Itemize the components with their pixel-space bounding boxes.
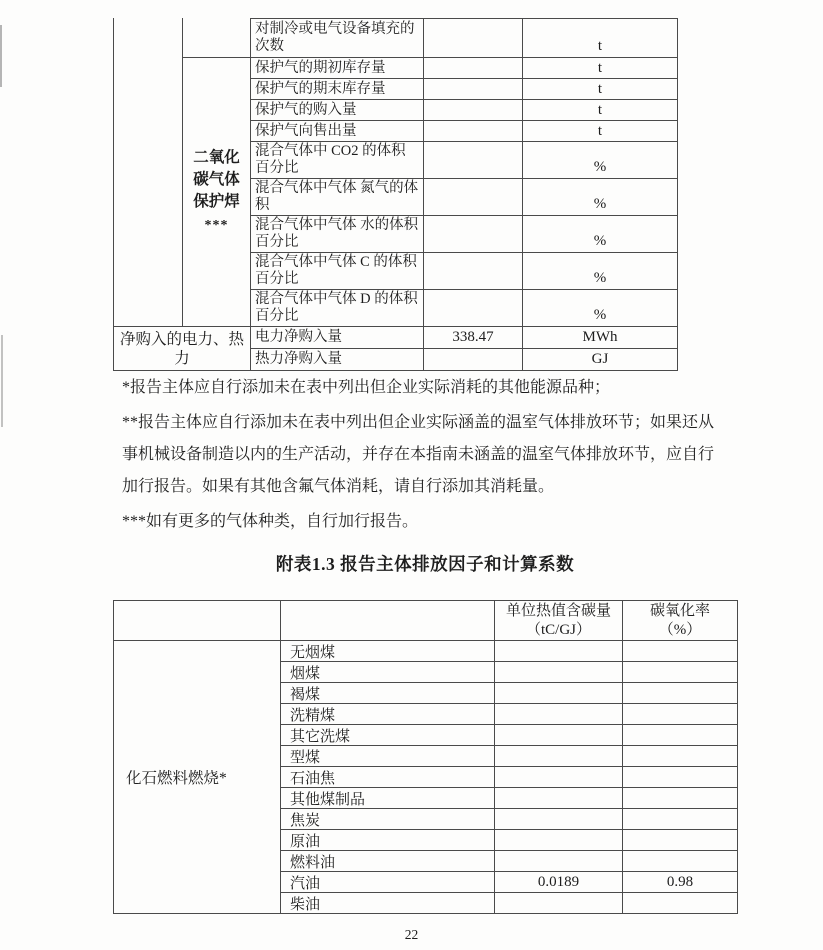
t1-row-unit: % bbox=[523, 290, 678, 327]
emission-factors-table bbox=[113, 600, 738, 914]
t1-row-label: 保护气的期末库存量 bbox=[251, 79, 424, 100]
t1-row-unit: t bbox=[523, 100, 678, 121]
activity-data-table bbox=[113, 18, 678, 371]
t2-carbon-cell bbox=[495, 830, 623, 851]
t2-oxidation-cell bbox=[623, 725, 738, 746]
t2-header-carbon-content bbox=[495, 601, 623, 641]
t1-row-label: 混合气体中气体 氮气的体积 bbox=[251, 179, 424, 216]
t1-row-value bbox=[424, 121, 523, 142]
t1-row-unit: t bbox=[523, 121, 678, 142]
t2-oxidation-cell bbox=[623, 683, 738, 704]
t2-oxidation-cell: 0.98 bbox=[623, 872, 738, 893]
t2-fuel-cell: 褐煤 bbox=[281, 683, 495, 704]
t2-oxidation-cell bbox=[623, 662, 738, 683]
t2-fuel-cell: 焦炭 bbox=[281, 809, 495, 830]
t2-header-oxidation-rate bbox=[623, 601, 738, 641]
t2-fuel-cell: 烟煤 bbox=[281, 662, 495, 683]
t1-empty-left-column-cell bbox=[114, 18, 183, 327]
t2-carbon-cell: 0.0189 bbox=[495, 872, 623, 893]
t2-oxidation-cell bbox=[623, 767, 738, 788]
t1-group-net-purchased-power-heat: 净购入的电力、热力 bbox=[114, 327, 251, 371]
t2-fuel-cell: 洗精煤 bbox=[281, 704, 495, 725]
t1-row-label: 保护气的期初库存量 bbox=[251, 58, 424, 79]
t2-carbon-cell bbox=[495, 893, 623, 914]
t1-row-label: 对制冷或电气设备填充的次数 bbox=[251, 18, 424, 58]
page-number: 22 bbox=[404, 927, 419, 942]
t2-carbon-cell bbox=[495, 746, 623, 767]
t2-fuel-cell: 型煤 bbox=[281, 746, 495, 767]
footnote-2: **报告主体应自行添加未在表中列出但企业实际涵盖的温室气体排放环节；如果还从事机械设备制造以内的生产活动，并存在本指南未涵盖的温室气体排放环节，应自行加行报告。如果有其他含氟气体消耗，请自行添加其消耗量。 bbox=[122, 414, 715, 495]
t1-row-unit: t bbox=[523, 18, 678, 58]
t1-row-label: 热力净购入量 bbox=[251, 349, 424, 371]
t2-fuel-cell: 石油焦 bbox=[281, 767, 495, 788]
t1-row-unit: % bbox=[523, 253, 678, 290]
t2-fuel-cell: 其它洗煤 bbox=[281, 725, 495, 746]
t2-carbon-cell bbox=[495, 725, 623, 746]
t2-oxidation-cell bbox=[623, 851, 738, 872]
t1-row-unit: % bbox=[523, 142, 678, 179]
t2-carbon-cell bbox=[495, 767, 623, 788]
t1-empty-group-cell bbox=[183, 18, 251, 58]
t2-oxidation-cell bbox=[623, 809, 738, 830]
t2-fuel-cell: 原油 bbox=[281, 830, 495, 851]
t1-row-unit: t bbox=[523, 79, 678, 100]
t1-group-stars: *** bbox=[204, 218, 229, 233]
t1-row-value: 338.47 bbox=[424, 327, 523, 349]
footnote-1: *报告主体应自行添加未在表中列出但企业实际消耗的其他能源品种； bbox=[122, 379, 611, 396]
t1-row-label: 保护气向售出量 bbox=[251, 121, 424, 142]
t1-row-value bbox=[424, 58, 523, 79]
t1-group-co2-shielded-welding bbox=[183, 58, 251, 327]
t2-oxidation-cell bbox=[623, 641, 738, 662]
t2-header-oxidation-line2: （%） bbox=[658, 621, 702, 638]
t2-header-oxidation-line1: 碳氧化率 bbox=[649, 602, 710, 619]
t1-row-value bbox=[424, 290, 523, 327]
t1-row-unit: t bbox=[523, 58, 678, 79]
t1-row-label: 混合气体中气体 水的体积百分比 bbox=[251, 216, 424, 253]
t2-carbon-cell bbox=[495, 851, 623, 872]
t1-row-label: 混合气体中 CO2 的体积百分比 bbox=[251, 142, 424, 179]
t1-row-label: 混合气体中气体 C 的体积百分比 bbox=[251, 253, 424, 290]
t1-row-value bbox=[424, 100, 523, 121]
t2-oxidation-cell bbox=[623, 704, 738, 725]
t2-oxidation-cell bbox=[623, 746, 738, 767]
t1-row-unit: GJ bbox=[523, 349, 678, 371]
t2-oxidation-cell bbox=[623, 788, 738, 809]
t2-header-carbon-line1: 单位热值含碳量 bbox=[505, 602, 611, 619]
t2-carbon-cell bbox=[495, 641, 623, 662]
scan-artifact-line bbox=[0, 25, 2, 87]
t1-row-value bbox=[424, 216, 523, 253]
t1-row-unit: MWh bbox=[523, 327, 678, 349]
t1-row-value bbox=[424, 18, 523, 58]
footnote-3: ***如有更多的气体种类，自行加行报告。 bbox=[122, 513, 419, 530]
t2-fuel-cell: 燃料油 bbox=[281, 851, 495, 872]
t2-fuel-cell: 无烟煤 bbox=[281, 641, 495, 662]
t1-row-value bbox=[424, 142, 523, 179]
t2-carbon-cell bbox=[495, 662, 623, 683]
t2-oxidation-cell bbox=[623, 893, 738, 914]
table2-title: 附表1.3 报告主体排放因子和计算系数 bbox=[275, 554, 575, 574]
t1-row-label: 混合气体中气体 D 的体积百分比 bbox=[251, 290, 424, 327]
t2-carbon-cell bbox=[495, 809, 623, 830]
footnotes-block bbox=[122, 372, 714, 541]
t1-row-unit: % bbox=[523, 216, 678, 253]
t1-row-value bbox=[424, 179, 523, 216]
t2-header-empty-fuel bbox=[281, 601, 495, 641]
t2-carbon-cell bbox=[495, 788, 623, 809]
t1-row-unit: % bbox=[523, 179, 678, 216]
t2-group-fossil-fuel-combustion: 化石燃料燃烧* bbox=[114, 641, 281, 914]
t2-fuel-cell: 其他煤制品 bbox=[281, 788, 495, 809]
scan-artifact-line bbox=[1, 335, 3, 427]
t2-oxidation-cell bbox=[623, 830, 738, 851]
t1-row-value bbox=[424, 79, 523, 100]
t1-row-value bbox=[424, 349, 523, 371]
t1-group-label: 二氧化碳气体保护焊 bbox=[193, 149, 240, 210]
t2-carbon-cell bbox=[495, 683, 623, 704]
t2-header-carbon-line2: （tC/GJ） bbox=[525, 621, 591, 638]
t2-carbon-cell bbox=[495, 704, 623, 725]
t2-header-empty-group bbox=[114, 601, 281, 641]
t1-row-label: 保护气的购入量 bbox=[251, 100, 424, 121]
t2-fuel-cell: 汽油 bbox=[281, 872, 495, 893]
t1-row-value bbox=[424, 253, 523, 290]
t1-row-label: 电力净购入量 bbox=[251, 327, 424, 349]
t2-fuel-cell: 柴油 bbox=[281, 893, 495, 914]
